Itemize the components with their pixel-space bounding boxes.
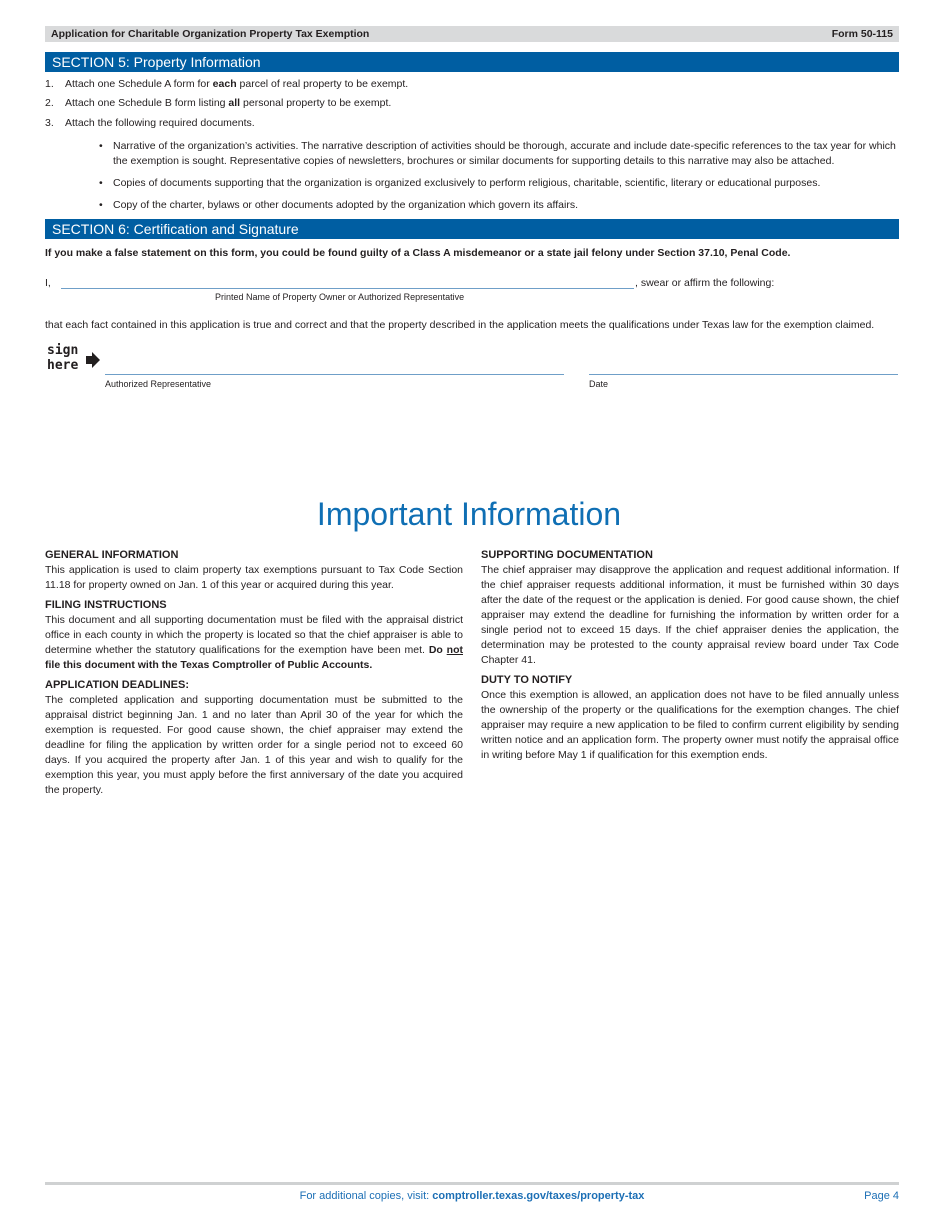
date-caption: Date: [589, 379, 609, 389]
sign-word: sign: [47, 343, 79, 358]
footer: [45, 1189, 899, 1205]
general-info-text: This application is used to claim property tax exemptions pursuant to Tax Code Section 11.18 for property owned on Jan. 1 of this year or acquired during this year.: [45, 564, 463, 591]
penalty-warning: If you make a false statement on this form, you could be found guilty of a Class A misdemeanor or a state jail felony under Section 37.10, Penal Code.: [45, 247, 791, 259]
bullet-dot: •: [99, 199, 103, 211]
item-text-pre: Attach one Schedule B form listing: [65, 97, 229, 109]
date-field[interactable]: [589, 374, 898, 375]
item-text-post: parcel of real property to be exempt.: [236, 78, 409, 90]
filing-instructions-title: FILING INSTRUCTIONS: [45, 599, 167, 611]
form-title: Application for Charitable Organization Property Tax Exemption: [51, 28, 370, 40]
footer-link[interactable]: comptroller.texas.gov/taxes/property-tax: [432, 1190, 645, 1202]
filing-bold-underline: not: [446, 644, 463, 656]
printed-name-field[interactable]: [61, 288, 634, 289]
left-column: [45, 548, 463, 803]
certification-statement: that each fact contained in this application is true and correct and that the property described in the application meets the qualifications under Texas law for the exemption claimed.: [45, 319, 875, 331]
duty-notify-text: Once this exemption is allowed, an application does not have to be filed annually unless the ownership of the property or the qualifications for the exemption changes. The chief appraiser may require a new application to be filed to confirm current eligibility by sending written notice and an application form. The property owner must notify the appraisal office in writing before May 1 if qualification for this exemption ends.: [481, 689, 899, 761]
section6-header: [45, 219, 899, 239]
item-number: 1.: [45, 78, 54, 90]
signature-caption: Authorized Representative: [105, 379, 212, 389]
supporting-doc-title: SUPPORTING DOCUMENTATION: [481, 549, 653, 561]
section5-title: SECTION 5: Property Information: [52, 54, 261, 70]
footer-copies: [45, 1189, 899, 1205]
page-number: Page 4: [864, 1190, 899, 1202]
bullet-text: Copies of documents supporting that the organization is organized exclusively to perform religious, charitable, scientific, literary or educational purposes.: [113, 177, 821, 189]
form-number: Form 50-115: [831, 28, 893, 40]
bullet-text: Narrative of the organization’s activities. The narrative description of activities should be thorough, accurate and include date-specific references to the tax year for which the exemption is sought. Representative copies of newsletters, brochures or similar documents for supporting details to this narrative may also be attached.: [113, 140, 896, 167]
important-info-heading: Important Information: [316, 496, 622, 532]
signature-field[interactable]: [105, 374, 564, 375]
bullet-text: Copy of the charter, bylaws or other documents adopted by the organization which govern its affairs.: [113, 199, 578, 211]
deadlines-text: The completed application and supporting documentation must be submitted to the appraisal district beginning Jan. 1 and no later than April 30 of the year for which the exemption is requested. For good cause shown, the chief appraiser may extend the deadline for filing the application by written order for a single period not to exceed 60 days. If you acquired the property after Jan. 1 of this year and wish to qualify for the exemption this year, you must apply before the first anniversary of the date you acquired the property.: [45, 694, 463, 796]
item-number: 2.: [45, 97, 54, 109]
bullet-dot: •: [99, 177, 103, 189]
footer-divider: [45, 1182, 899, 1185]
section5-bullet-2: [99, 176, 899, 191]
item-text: [65, 96, 391, 111]
printed-name-caption: Printed Name of Property Owner or Authorized Representative: [215, 292, 465, 302]
here-word: here: [47, 358, 79, 373]
section5-bullet-3: [99, 198, 899, 213]
item-text-pre: Attach one Schedule A form for: [65, 78, 213, 90]
form-header-bar: [45, 26, 899, 42]
filing-text-main: This document and all supporting documentation must be filed with the appraisal district office in each county in which the property is located so that the chief appraiser is able to determine whether the statutory qualifications for the exemption have been met.: [45, 614, 463, 656]
bullet-dot: •: [99, 140, 103, 152]
filing-instructions-text: [45, 613, 463, 673]
deadlines-title: APPLICATION DEADLINES:: [45, 679, 190, 691]
footer-prefix: For additional copies, visit:: [299, 1190, 433, 1202]
item-number: 3.: [45, 117, 54, 129]
item-text-post: personal property to be exempt.: [240, 97, 392, 109]
i-label: I,: [45, 277, 51, 289]
supporting-doc-text: The chief appraiser may disapprove the application and request additional information. If the chief appraiser requests additional information, it must be furnished within 30 days after the date of the request or the application is denied. For good cause shown, the chief appraiser may extend the deadline for furnishing the information by written order for a single period not to exceed 15 days. If the chief appraiser denies the application, the determination may be protested to the county appraisal review board under Tax Code Chapter 41.: [481, 564, 899, 666]
filing-bold-post: file this document with the Texas Comptroller of Public Accounts.: [45, 659, 373, 671]
item-text-bold: all: [228, 97, 241, 109]
arrow-right-icon: [86, 352, 100, 368]
swear-text: , swear or affirm the following:: [635, 277, 775, 289]
section5-header: [45, 52, 899, 72]
right-column: [481, 548, 899, 768]
sign-here-icon: [46, 344, 102, 378]
general-info-title: GENERAL INFORMATION: [45, 549, 179, 561]
item-text: Attach the following required documents.: [65, 117, 255, 129]
filing-bold-pre: Do: [428, 644, 447, 656]
section6-title: SECTION 6: Certification and Signature: [52, 221, 299, 237]
section5-bullet-1: [99, 139, 899, 169]
item-text: [65, 77, 408, 92]
item-text-bold: each: [212, 78, 237, 90]
duty-notify-title: DUTY TO NOTIFY: [481, 674, 573, 686]
